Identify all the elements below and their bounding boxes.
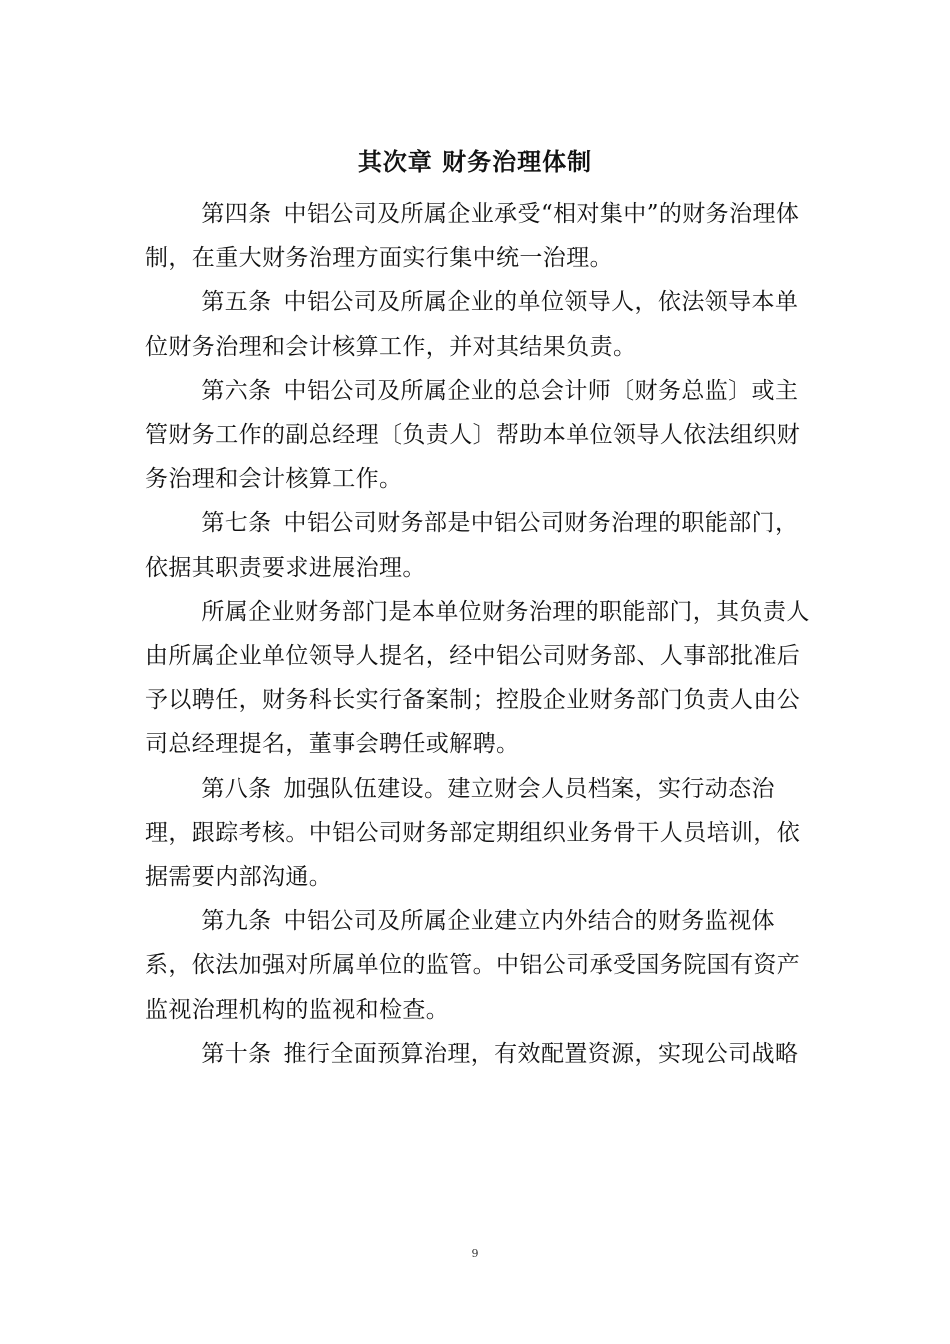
article-text: 中铝公司及所属企业的总会计师〔财务总监〕或主管财务工作的副总经理〔负责人〕帮助本单位领导人依法组织财务治理和会计核算工作。 <box>145 377 801 493</box>
article-label: 第九条 <box>201 908 272 935</box>
article-text: 中铝公司财务部是中铝公司财务治理的职能部门，依据其职责要求进展治理。 <box>145 510 799 581</box>
article-text: 中铝公司及所属企业承受“相对集中”的财务治理体制，在重大财务治理方面实行集中统一治理。 <box>145 201 800 272</box>
article-label: 第十条 <box>201 1040 272 1067</box>
article-7-paragraph <box>145 501 813 589</box>
article-label: 第六条 <box>201 377 272 404</box>
chapter-title: 其次章 财务治理体制 <box>357 148 593 176</box>
article-label: 第八条 <box>201 775 272 802</box>
article-6-paragraph <box>145 369 813 502</box>
article-4-paragraph <box>145 192 813 280</box>
article-text: 加强队伍建设。建立财会人员档案，实行动态治理，跟踪考核。中铝公司财务部定期组织业务骨干人员培训，依据需要内部沟通。 <box>145 775 801 891</box>
article-8-paragraph <box>145 767 813 900</box>
article-label: 第七条 <box>201 510 272 537</box>
article-body <box>145 192 813 1076</box>
article-5-paragraph <box>145 280 813 368</box>
article-label: 第五条 <box>201 289 272 316</box>
article-text: 推行全面预算治理，有效配置资源，实现公司战略 <box>283 1040 799 1067</box>
article-9-paragraph <box>145 899 813 1032</box>
article-10-paragraph <box>145 1032 813 1076</box>
article-text: 中铝公司及所属企业建立内外结合的财务监视体系，依法加强对所属单位的监管。中铝公司承受国务院国有资产监视治理机构的监视和检查。 <box>145 908 801 1023</box>
article-7-continuation-paragraph <box>145 590 813 767</box>
page-number: 9 <box>471 1247 479 1260</box>
article-text: 中铝公司及所属企业的单位领导人，依法领导本单位财务治理和会计核算工作，并对其结果负责。 <box>145 289 799 360</box>
article-label: 第四条 <box>201 201 272 227</box>
article-text: 所属企业财务部门是本单位财务治理的职能部门，其负责人由所属企业单位领导人提名，经中铝公司财务部、人事部批准后予以聘任，财务科长实行备案制；控股企业财务部门负责人由公司总经理提名，董事会聘任或解聘。 <box>145 598 810 758</box>
